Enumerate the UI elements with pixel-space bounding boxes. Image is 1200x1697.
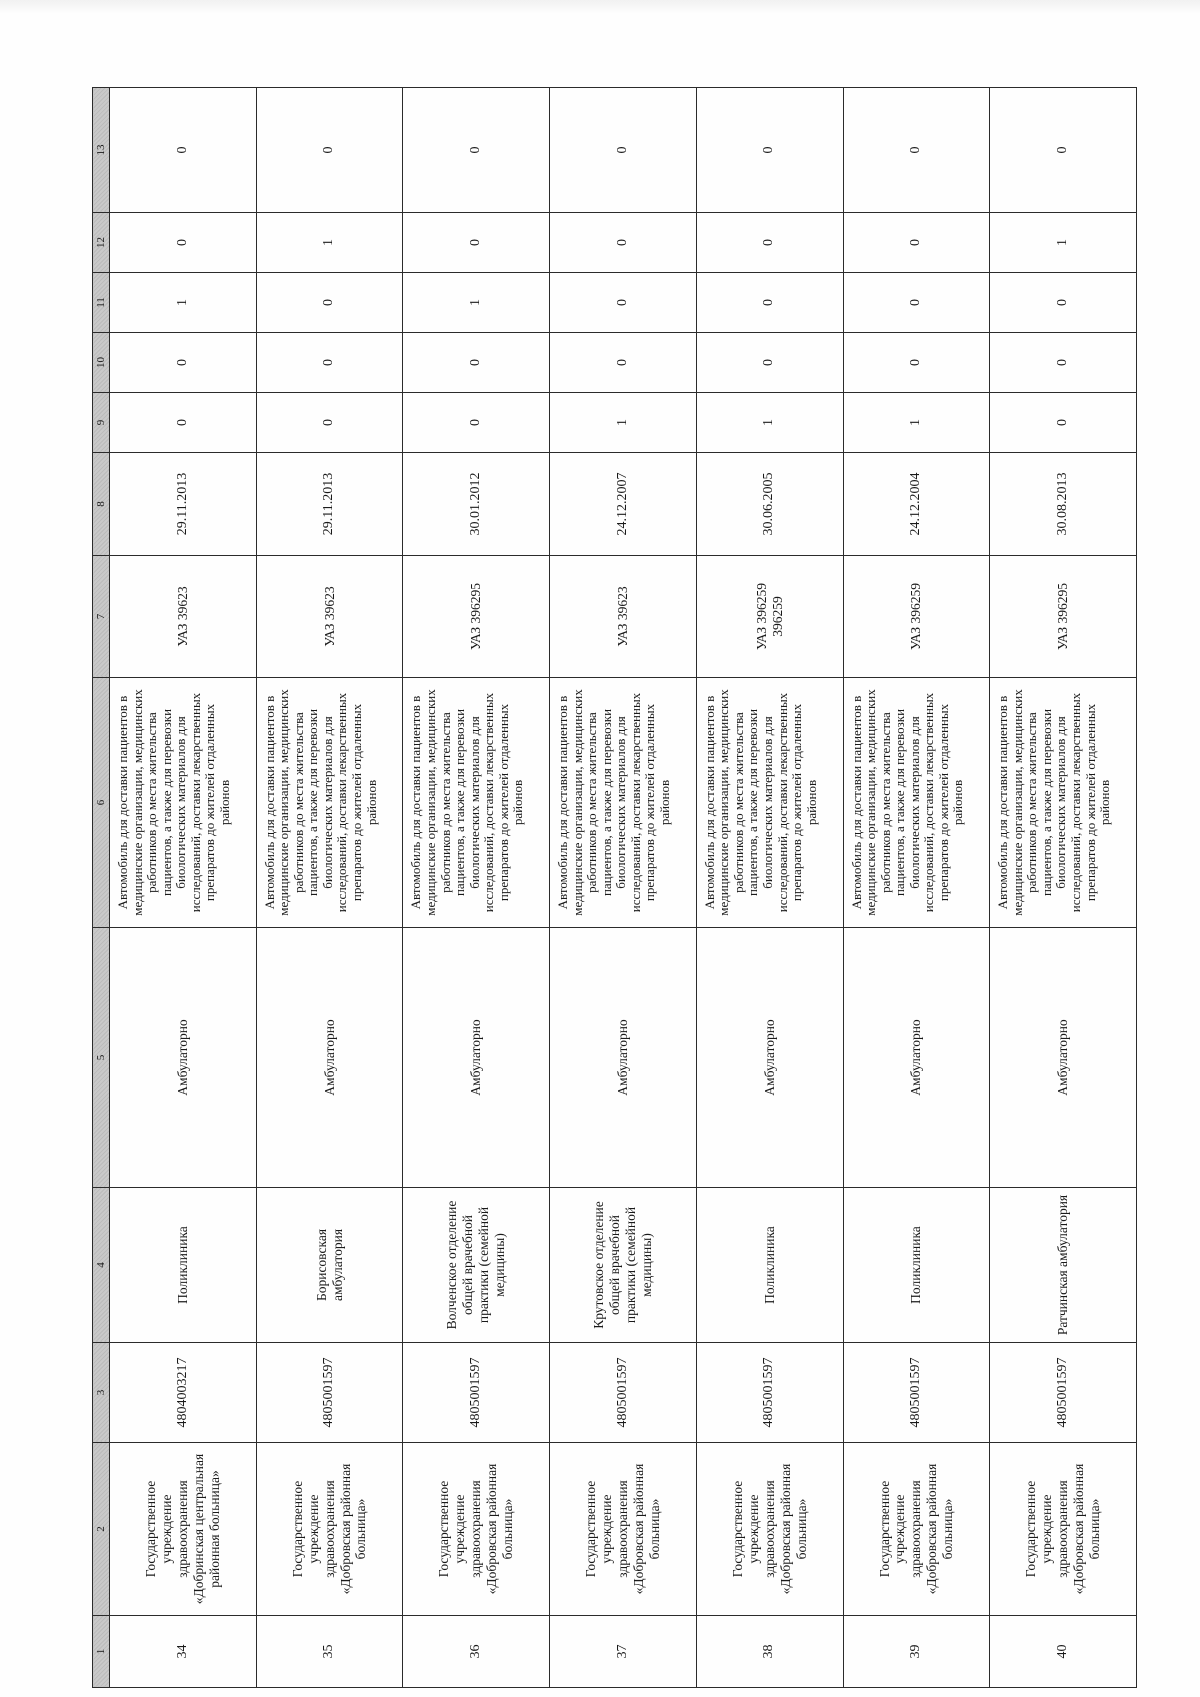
row-number: 38 [696, 1616, 843, 1688]
inn-code: 4805001597 [256, 1343, 403, 1443]
column-number: 5 [93, 928, 110, 1188]
table-row [696, 88, 843, 1688]
column-number: 9 [93, 393, 110, 453]
count-col-11: 1 [403, 273, 550, 333]
medical-unit: Поликлиника [843, 1188, 990, 1343]
organization-name: Государственное учреждение здравоохранения «Добровская районная больница» [550, 1443, 697, 1616]
inn-code: 4805001597 [550, 1343, 697, 1443]
table-row [990, 88, 1137, 1688]
count-col-9: 1 [550, 393, 697, 453]
medical-unit: Ратчинская амбулатория [990, 1188, 1137, 1343]
column-number: 2 [93, 1443, 110, 1616]
count-col-10: 0 [403, 333, 550, 393]
registration-date: 24.12.2004 [843, 453, 990, 556]
organization-name: Государственное учреждение здравоохранения «Добринская центральная районная больница» [110, 1443, 257, 1616]
care-conditions: Амбулаторно [843, 928, 990, 1188]
column-number: 13 [93, 88, 110, 213]
vehicle-purpose: Автомобиль для доставки пациентов в медицинские организации, медицинских работников до места жительства пациентов, а также для перевозки биологических материалов для исследований, доставки лекарственных препаратов до жителей отдаленных районов [256, 678, 403, 928]
care-conditions: Амбулаторно [403, 928, 550, 1188]
column-number: 1 [93, 1616, 110, 1688]
column-number: 11 [93, 273, 110, 333]
count-col-11: 0 [843, 273, 990, 333]
count-col-9: 1 [696, 393, 843, 453]
vehicle-registry-table [92, 87, 1137, 1688]
vehicle-purpose: Автомобиль для доставки пациентов в медицинские организации, медицинских работников до места жительства пациентов, а также для перевозки биологических материалов для исследований, доставки лекарственных препаратов до жителей отдаленных районов [110, 678, 257, 928]
column-number: 3 [93, 1343, 110, 1443]
column-number: 7 [93, 556, 110, 678]
vehicle-model: УАЗ 396295 [990, 556, 1137, 678]
count-col-13: 0 [256, 88, 403, 213]
count-col-9: 1 [843, 393, 990, 453]
rotated-table-wrapper [92, 88, 1137, 1688]
count-col-10: 0 [110, 333, 257, 393]
vehicle-purpose: Автомобиль для доставки пациентов в медицинские организации, медицинских работников до места жительства пациентов, а также для перевозки биологических материалов для исследований, доставки лекарственных препаратов до жителей отдаленных районов [843, 678, 990, 928]
inn-code: 4804003217 [110, 1343, 257, 1443]
organization-name: Государственное учреждение здравоохранения «Добровская районная больница» [990, 1443, 1137, 1616]
count-col-9: 0 [403, 393, 550, 453]
count-col-12: 1 [990, 213, 1137, 273]
count-col-12: 0 [550, 213, 697, 273]
organization-name: Государственное учреждение здравоохранения «Добровская районная больница» [696, 1443, 843, 1616]
care-conditions: Амбулаторно [550, 928, 697, 1188]
column-number: 8 [93, 453, 110, 556]
table-row [256, 88, 403, 1688]
column-number-row [93, 88, 110, 1688]
organization-name: Государственное учреждение здравоохранения «Добровская районная больница» [256, 1443, 403, 1616]
care-conditions: Амбулаторно [110, 928, 257, 1188]
column-number: 4 [93, 1188, 110, 1343]
care-conditions: Амбулаторно [256, 928, 403, 1188]
count-col-11: 1 [110, 273, 257, 333]
count-col-9: 0 [110, 393, 257, 453]
count-col-13: 0 [403, 88, 550, 213]
count-col-10: 0 [550, 333, 697, 393]
vehicle-model: УАЗ 39623 [256, 556, 403, 678]
vehicle-purpose: Автомобиль для доставки пациентов в медицинские организации, медицинских работников до места жительства пациентов, а также для перевозки биологических материалов для исследований, доставки лекарственных препаратов до жителей отдаленных районов [403, 678, 550, 928]
count-col-11: 0 [256, 273, 403, 333]
vehicle-model: УАЗ 396259 396259 [696, 556, 843, 678]
column-number: 12 [93, 213, 110, 273]
inn-code: 4805001597 [843, 1343, 990, 1443]
registration-date: 30.01.2012 [403, 453, 550, 556]
row-number: 35 [256, 1616, 403, 1688]
medical-unit: Волченское отделение общей врачебной практики (семейной медицины) [403, 1188, 550, 1343]
inn-code: 4805001597 [403, 1343, 550, 1443]
vehicle-purpose: Автомобиль для доставки пациентов в медицинские организации, медицинских работников до места жительства пациентов, а также для перевозки биологических материалов для исследований, доставки лекарственных препаратов до жителей отдаленных районов [550, 678, 697, 928]
count-col-10: 0 [990, 333, 1137, 393]
table-row [403, 88, 550, 1688]
count-col-12: 0 [403, 213, 550, 273]
count-col-12: 0 [110, 213, 257, 273]
vehicle-model: УАЗ 39623 [110, 556, 257, 678]
organization-name: Государственное учреждение здравоохранения «Добровская районная больница» [403, 1443, 550, 1616]
count-col-12: 0 [843, 213, 990, 273]
registration-date: 29.11.2013 [110, 453, 257, 556]
row-number: 36 [403, 1616, 550, 1688]
table-row [843, 88, 990, 1688]
count-col-10: 0 [256, 333, 403, 393]
vehicle-model: УАЗ 396295 [403, 556, 550, 678]
count-col-13: 0 [550, 88, 697, 213]
count-col-12: 0 [696, 213, 843, 273]
medical-unit: Поликлиника [696, 1188, 843, 1343]
vehicle-purpose: Автомобиль для доставки пациентов в медицинские организации, медицинских работников до места жительства пациентов, а также для перевозки биологических материалов для исследований, доставки лекарственных препаратов до жителей отдаленных районов [990, 678, 1137, 928]
care-conditions: Амбулаторно [990, 928, 1137, 1188]
row-number: 37 [550, 1616, 697, 1688]
registration-date: 24.12.2007 [550, 453, 697, 556]
count-col-11: 0 [696, 273, 843, 333]
medical-unit: Крутовское отделение общей врачебной практики (семейной медицины) [550, 1188, 697, 1343]
count-col-11: 0 [990, 273, 1137, 333]
count-col-13: 0 [990, 88, 1137, 213]
inn-code: 4805001597 [990, 1343, 1137, 1443]
organization-name: Государственное учреждение здравоохранения «Добровская районная больница» [843, 1443, 990, 1616]
count-col-10: 0 [696, 333, 843, 393]
count-col-13: 0 [110, 88, 257, 213]
registration-date: 30.08.2013 [990, 453, 1137, 556]
count-col-10: 0 [843, 333, 990, 393]
scan-top-edge [0, 0, 1200, 14]
table-row [110, 88, 257, 1688]
count-col-11: 0 [550, 273, 697, 333]
count-col-13: 0 [843, 88, 990, 213]
row-number: 34 [110, 1616, 257, 1688]
inn-code: 4805001597 [696, 1343, 843, 1443]
row-number: 39 [843, 1616, 990, 1688]
vehicle-model: УАЗ 39623 [550, 556, 697, 678]
row-number: 40 [990, 1616, 1137, 1688]
count-col-12: 1 [256, 213, 403, 273]
column-number: 6 [93, 678, 110, 928]
count-col-13: 0 [696, 88, 843, 213]
medical-unit: Поликлиника [110, 1188, 257, 1343]
medical-unit: Борисовская амбулатория [256, 1188, 403, 1343]
registration-date: 30.06.2005 [696, 453, 843, 556]
column-number: 10 [93, 333, 110, 393]
vehicle-purpose: Автомобиль для доставки пациентов в медицинские организации, медицинских работников до места жительства пациентов, а также для перевозки биологических материалов для исследований, доставки лекарственных препаратов до жителей отдаленных районов [696, 678, 843, 928]
vehicle-model: УАЗ 396259 [843, 556, 990, 678]
care-conditions: Амбулаторно [696, 928, 843, 1188]
registration-date: 29.11.2013 [256, 453, 403, 556]
count-col-9: 0 [256, 393, 403, 453]
table-row [550, 88, 697, 1688]
count-col-9: 0 [990, 393, 1137, 453]
